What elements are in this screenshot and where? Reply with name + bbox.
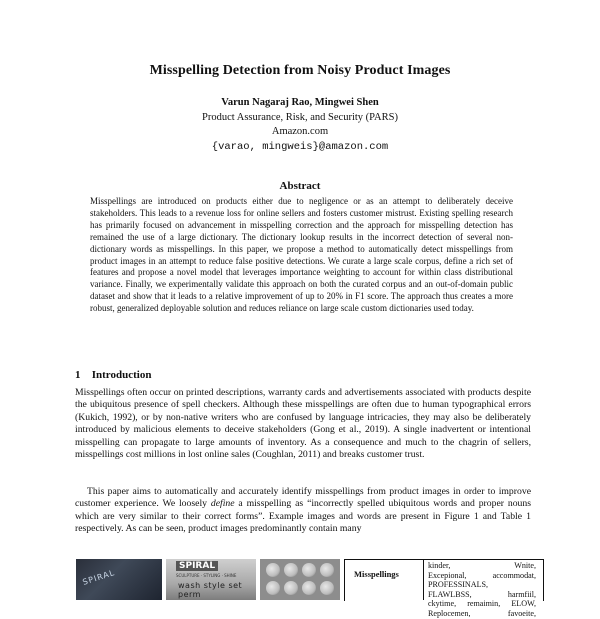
- figure-image-2-text: wash style set perm: [178, 581, 243, 599]
- intro-paragraph-1: Misspellings often occur on printed descriptions, warranty cards and advertisements associated with products despite the ubiquitous presence of spell checkers. Although these misspellings are often due to human typographical errors (Kukich, 1992), or by non-native writers who are confused by language intricacies, they may also be deliberately introduced by malicious elements to deceive stakeholders (Gong et al., 2019). A single inadvertent or intentional misspelling can propagate to large amounts of inventory. As a consequence and much to the chagrin of sellers, misspellings cost millions in lost online sales (Coughlan, 2011) and breaks customer trust.: [75, 387, 531, 461]
- table-cell-line: ckytime, remaimin, ELOW,: [428, 599, 536, 609]
- table-cell-line: Excepional, accommodat,: [428, 570, 536, 580]
- paper-title: Misspelling Detection from Noisy Product Images: [149, 63, 451, 78]
- figure-image-3-circle: [320, 563, 334, 577]
- figure-image-3-circle: [284, 581, 298, 595]
- figure-image-3-circle: [302, 563, 316, 577]
- figure-image-2-brand: SPIRAL: [176, 561, 218, 571]
- author-email: {varao, mingweis}@amazon.com: [211, 140, 389, 153]
- figure-image-1: [76, 559, 162, 600]
- section-title: Introduction: [91, 369, 152, 381]
- abstract-body: Misspellings are introduced on products either due to negligence or as an attempt to deliberately deceive stakeholders. This leads to a revenue loss for online sellers and fosters customer mistrust. Existing spelling research has primarily focused on advancement in misspelling correction and the approach for misspelling detection has remained the use of a large dictionary. The dictionary lookup results in the incorrect detection of several non-dictionary words as misspellings. In this paper, we propose a method to automatically detect misspellings from product images in an attempt to reduce false positive detections. We curate a large scale corpus, define a rich set of features and propose a novel model that leverages importance weighting to account for within class distributional variance. Finally, we experimentally validate this approach on both the curated corpus and an out-of-domain public dataset and show that it leads to a relative improvement of up to 20% in F1 score. The approach thus creates a more robust, generalized deployable solution and reduces reliance on large scale custom dictionaries used today.: [90, 196, 513, 314]
- author-organization: Amazon.com: [271, 126, 329, 137]
- table-column-divider: [423, 559, 424, 600]
- figure-image-3: [260, 559, 340, 600]
- intro-p2-text-b: a misspelling as “incorrectly spelled ubiquitous words and proper nouns which are very similar to their correct forms”. Example images and words are present in Figure 1 and Table 1 respectively. As can be seen, product images predominantly contain many: [75, 498, 531, 535]
- figure-image-3-circle: [302, 581, 316, 595]
- figure-image-1-text: SPIRAL: [81, 568, 117, 587]
- intro-paragraph-2: [75, 486, 531, 536]
- table-cell-misspellings: [428, 561, 536, 619]
- abstract-heading: Abstract: [279, 180, 321, 192]
- author-names: Varun Nagaraj Rao, Mingwei Shen: [221, 97, 379, 108]
- table-cell-line: FLAWLBSS, harmfiil,: [428, 589, 536, 599]
- section-heading-introduction: [75, 369, 151, 381]
- table-row-label: Misspellings: [354, 569, 399, 579]
- author-affiliation: Product Assurance, Risk, and Security (PARS): [202, 111, 398, 123]
- figure-image-3-circle: [320, 581, 334, 595]
- figure-image-3-circle: [266, 581, 280, 595]
- figure-image-2: [166, 559, 256, 600]
- table-cell-line: PROFESSINALS,: [428, 580, 489, 590]
- section-number: 1: [75, 369, 81, 381]
- intro-p2-emphasis: define: [210, 498, 235, 510]
- figure-image-3-circle: [266, 563, 280, 577]
- table-cell-line: kinder, Wnite,: [428, 561, 536, 570]
- author-block: [0, 96, 600, 154]
- figure-image-3-circle: [284, 563, 298, 577]
- table-cell-line: Replocemen, favoeite,: [428, 608, 536, 618]
- intro-p2-text-a: This paper aims to automatically and accurately identify misspellings from product images in order to improve customer experience. We loosely: [75, 486, 531, 510]
- figure-image-2-tagline: SCULPTURE · STYLING · SHINE: [176, 573, 237, 578]
